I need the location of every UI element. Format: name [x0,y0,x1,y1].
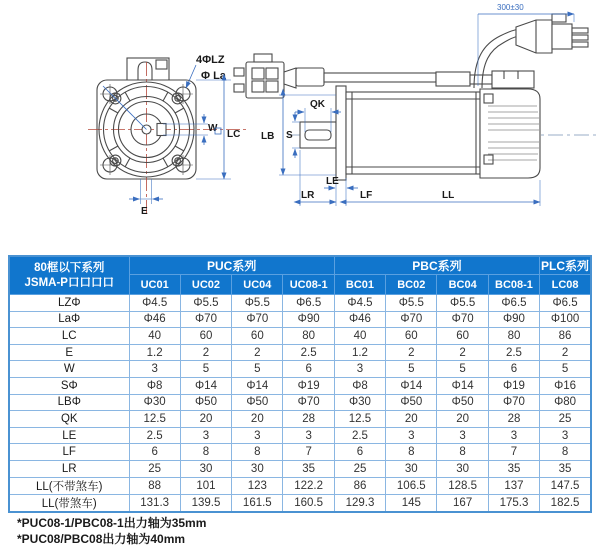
motor-dimension-drawing [0,0,600,250]
value-cell: 3 [540,427,591,444]
value-cell: Φ8 [334,377,385,394]
value-cell: 40 [129,328,180,345]
value-cell: 60 [232,328,283,345]
label-lb: LB [261,131,275,142]
row-label: LL(不带煞车) [9,477,129,494]
value-cell: 139.5 [180,494,231,512]
encoder-connector [246,62,284,98]
value-cell: 3 [283,427,334,444]
flange-side [336,86,346,180]
value-cell: 86 [334,477,385,494]
value-cell: 137 [488,477,539,494]
value-cell: 145 [386,494,437,512]
value-cell: 3 [437,427,488,444]
model-header: BC02 [386,275,437,295]
model-header: BC01 [334,275,385,295]
value-cell: 25 [540,411,591,428]
value-cell: 35 [283,460,334,477]
value-cell: Φ6.5 [283,295,334,312]
value-cell: Φ50 [437,394,488,411]
row-label: LE [9,427,129,444]
value-cell: Φ70 [180,311,231,328]
corner-header-line2: JSMA-P口口口口 [24,276,114,289]
value-cell: 80 [488,328,539,345]
value-cell: Φ14 [232,377,283,394]
value-cell: Φ14 [180,377,231,394]
value-cell: 25 [129,460,180,477]
value-cell: 20 [386,411,437,428]
value-cell: Φ70 [232,311,283,328]
value-cell: 8 [180,444,231,461]
value-cell: 5 [386,361,437,378]
table-row [9,377,591,394]
value-cell: 60 [437,328,488,345]
series-header: PBC系列 [334,256,539,275]
value-cell: 101 [180,477,231,494]
label-e: E [141,206,148,217]
value-cell: Φ5.5 [437,295,488,312]
power-connector [516,20,552,53]
value-cell: Φ50 [232,394,283,411]
label-ll: LL [442,190,455,201]
value-cell: 2 [437,344,488,361]
value-cell: 60 [386,328,437,345]
value-cell: 122.2 [283,477,334,494]
value-cell: Φ80 [540,394,591,411]
value-cell: 3 [386,427,437,444]
value-cell: 88 [129,477,180,494]
label-s: S [286,130,293,141]
row-label: LF [9,444,129,461]
value-cell: Φ5.5 [180,295,231,312]
value-cell: Φ50 [180,394,231,411]
value-cell: Φ50 [386,394,437,411]
value-cell: Φ70 [386,311,437,328]
value-cell: Φ46 [334,311,385,328]
value-cell: 5 [540,361,591,378]
value-cell: 40 [334,328,385,345]
value-cell: 60 [180,328,231,345]
corner-header [9,256,129,295]
table-row [9,494,591,512]
front-connector [127,58,169,82]
footnotes [17,515,206,547]
row-label: QK [9,411,129,428]
value-cell: 30 [232,460,283,477]
value-cell: 2 [180,344,231,361]
value-cell: 1.2 [334,344,385,361]
value-cell: 7 [283,444,334,461]
table-row [9,477,591,494]
row-label: E [9,344,129,361]
value-cell: Φ30 [129,394,180,411]
value-cell: 3 [180,427,231,444]
row-label: LC [9,328,129,345]
value-cell: 20 [180,411,231,428]
value-cell: 3 [488,427,539,444]
corner-header-line1: 80框以下系列 [34,261,105,274]
value-cell: Φ19 [283,377,334,394]
row-label: SΦ [9,377,129,394]
value-cell: Φ16 [540,377,591,394]
value-cell: 128.5 [437,477,488,494]
table-row [9,427,591,444]
value-cell: 30 [386,460,437,477]
value-cell: 8 [232,444,283,461]
label-4phi-lz: 4ΦLZ [196,54,225,66]
value-cell: 35 [488,460,539,477]
value-cell: 30 [180,460,231,477]
value-cell: Φ8 [129,377,180,394]
table-row [9,311,591,328]
value-cell: 129.3 [334,494,385,512]
value-cell: 6 [129,444,180,461]
value-cell: 5 [180,361,231,378]
value-cell: 12.5 [334,411,385,428]
table-row [9,460,591,477]
value-cell: 175.3 [488,494,539,512]
value-cell: 123 [232,477,283,494]
label-cable-length: 300±30 [497,3,524,12]
value-cell: 182.5 [540,494,591,512]
value-cell: 167 [437,494,488,512]
value-cell: 2.5 [129,427,180,444]
value-cell: 5 [232,361,283,378]
value-cell: 160.5 [283,494,334,512]
motor-body [346,92,480,174]
value-cell: Φ5.5 [386,295,437,312]
table-row [9,394,591,411]
value-cell: 28 [283,411,334,428]
series-header: PUC系列 [129,256,334,275]
value-cell: 20 [232,411,283,428]
value-cell: Φ100 [540,311,591,328]
value-cell: 7 [488,444,539,461]
value-cell: Φ4.5 [129,295,180,312]
value-cell: 8 [386,444,437,461]
value-cell: 12.5 [129,411,180,428]
row-label: LR [9,460,129,477]
value-cell: 1.2 [129,344,180,361]
model-header: UC02 [180,275,231,295]
value-cell: Φ14 [386,377,437,394]
value-cell: 6 [488,361,539,378]
model-header: BC04 [437,275,488,295]
value-cell: 80 [283,328,334,345]
value-cell: Φ6.5 [540,295,591,312]
row-label: LaΦ [9,311,129,328]
value-cell: Φ5.5 [232,295,283,312]
value-cell: 161.5 [232,494,283,512]
value-cell: Φ70 [283,394,334,411]
row-label: LZΦ [9,295,129,312]
value-cell: 6 [283,361,334,378]
model-header: LC08 [540,275,591,295]
value-cell: Φ90 [283,311,334,328]
label-le: LE [326,176,339,187]
value-cell: 86 [540,328,591,345]
value-cell: 2.5 [488,344,539,361]
table-row [9,344,591,361]
label-phi-la: Φ La [201,70,226,82]
table-row [9,411,591,428]
table-row [9,361,591,378]
value-cell: 25 [334,460,385,477]
rear-housing [480,89,540,178]
keyway [157,124,166,136]
value-cell: 3 [129,361,180,378]
label-lr: LR [301,190,315,201]
value-cell: 3 [334,361,385,378]
value-cell: 106.5 [386,477,437,494]
front-view [88,54,247,217]
value-cell: Φ14 [437,377,488,394]
value-cell: Φ90 [488,311,539,328]
label-lc: LC [227,129,241,140]
value-cell: 8 [540,444,591,461]
value-cell: Φ46 [129,311,180,328]
series-header: PLC系列 [540,256,591,275]
value-cell: 35 [540,460,591,477]
value-cell: 2 [386,344,437,361]
row-label: LL(带煞车) [9,494,129,512]
table-row [9,328,591,345]
value-cell: Φ6.5 [488,295,539,312]
value-cell: 28 [488,411,539,428]
model-header: UC04 [232,275,283,295]
series-header-row [9,256,591,275]
value-cell: Φ70 [488,394,539,411]
value-cell: 2 [540,344,591,361]
side-view [234,3,596,206]
spec-table [8,255,592,513]
label-qk: QK [310,99,325,110]
value-cell: 131.3 [129,494,180,512]
value-cell: 2.5 [283,344,334,361]
value-cell: 2.5 [334,427,385,444]
value-cell: 2 [232,344,283,361]
value-cell: Φ19 [488,377,539,394]
value-cell: 20 [437,411,488,428]
model-header: UC08-1 [283,275,334,295]
value-cell: 5 [437,361,488,378]
label-lf: LF [360,190,373,201]
row-label: LBΦ [9,394,129,411]
value-cell: 30 [437,460,488,477]
value-cell: 3 [232,427,283,444]
value-cell: Φ30 [334,394,385,411]
table-row [9,444,591,461]
model-header: UC01 [129,275,180,295]
footnote: *PUC08-1/PBC08-1出力轴为35mm [17,516,207,530]
table-row [9,295,591,312]
model-header: BC08-1 [488,275,539,295]
value-cell: 6 [334,444,385,461]
footnote: *PUC08/PBC08出力轴为40mm [17,532,186,547]
label-w: W [208,123,218,134]
value-cell: 147.5 [540,477,591,494]
value-cell: Φ4.5 [334,295,385,312]
value-cell: Φ70 [437,311,488,328]
row-label: W [9,361,129,378]
value-cell: 8 [437,444,488,461]
